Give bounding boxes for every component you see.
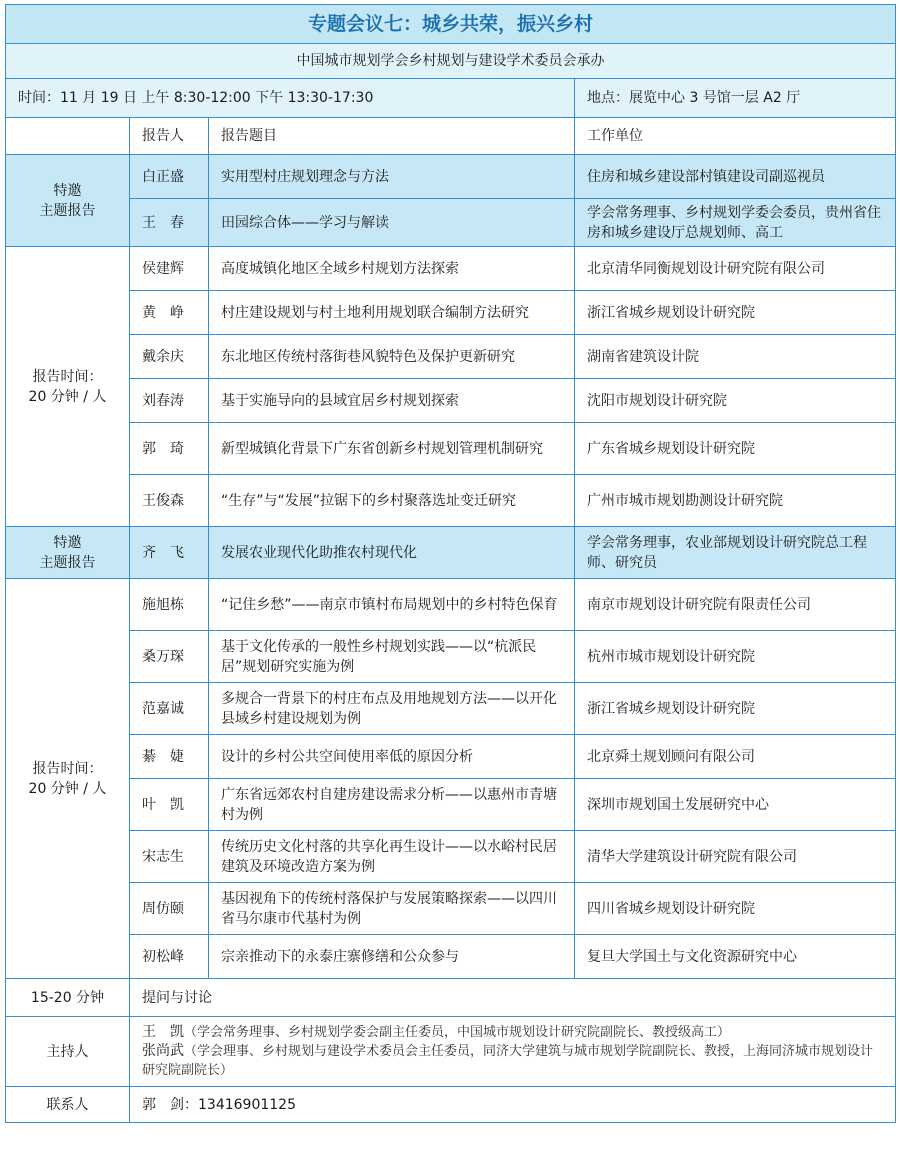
speaker-affiliation: 广州市城市规划勘测设计研究院 [575, 475, 896, 527]
section-category-line1: 特邀 [53, 534, 82, 551]
speaker-name: 施旭栋 [130, 579, 209, 631]
meeting-schedule [5, 4, 895, 1123]
speaker-name: 宋志生 [130, 831, 209, 883]
report-topic: 东北地区传统村落街巷风貌特色及保护更新研究 [209, 335, 575, 379]
section-category [6, 579, 130, 979]
speaker-affiliation: 深圳市规划国土发展研究中心 [575, 779, 896, 831]
report-topic: 设计的乡村公共空间使用率低的原因分析 [209, 735, 575, 779]
speaker-name: 桑万琛 [130, 631, 209, 683]
schedule-row [6, 779, 896, 831]
host-name: 王 凯 [142, 1024, 184, 1040]
hosts-row [6, 1017, 896, 1087]
speaker-affiliation: 湖南省建筑设计院 [575, 335, 896, 379]
speaker-name: 刘春涛 [130, 379, 209, 423]
header-affiliation: 工作单位 [575, 118, 896, 155]
section-category-line1: 特邀 [53, 182, 82, 199]
schedule-row [6, 247, 896, 291]
host-name: 张尚武 [142, 1043, 184, 1059]
hosts-label: 主持人 [6, 1017, 130, 1087]
section-category-line1: 报告时间： [32, 368, 103, 385]
discussion-label: 提问与讨论 [130, 979, 896, 1017]
speaker-affiliation: 清华大学建筑设计研究院有限公司 [575, 831, 896, 883]
speaker-affiliation: 学会常务理事，农业部规划设计研究院总工程师、研究员 [575, 527, 896, 579]
schedule-row [6, 155, 896, 199]
speaker-affiliation: 住房和城乡建设部村镇建设司副巡视员 [575, 155, 896, 199]
section-category-line1: 报告时间： [32, 760, 103, 777]
contact-label: 联系人 [6, 1087, 130, 1123]
section-category-line2: 主题报告 [39, 554, 96, 571]
schedule-row [6, 291, 896, 335]
speaker-affiliation: 北京清华同衡规划设计研究院有限公司 [575, 247, 896, 291]
section-category-line2: 主题报告 [39, 202, 96, 219]
speaker-affiliation: 杭州市城市规划设计研究院 [575, 631, 896, 683]
schedule-table [5, 4, 896, 1123]
header-speaker: 报告人 [130, 118, 209, 155]
speaker-name: 郭 琦 [130, 423, 209, 475]
speaker-affiliation: 南京市规划设计研究院有限责任公司 [575, 579, 896, 631]
speaker-name: 范嘉诚 [130, 683, 209, 735]
report-topic: 宗亲推动下的永泰庄寨修缮和公众参与 [209, 935, 575, 979]
report-topic: 高度城镇化地区全域乡村规划方法探索 [209, 247, 575, 291]
speaker-affiliation: 浙江省城乡规划设计研究院 [575, 291, 896, 335]
speaker-affiliation: 北京舜土规划顾问有限公司 [575, 735, 896, 779]
schedule-row [6, 631, 896, 683]
organizer-line: 中国城市规划学会乡村规划与建设学术委员会承办 [6, 44, 896, 79]
section-category [6, 155, 130, 247]
schedule-row [6, 831, 896, 883]
page-title: 专题会议七：城乡共荣，振兴乡村 [6, 5, 896, 44]
host-note: （学会理事、乡村规划与建设学术委员会主任委员，同济大学建筑与城市规划学院副院长、教授，上海同济城市规划设计研究院副院长） [142, 1044, 874, 1078]
report-topic: 多规合一背景下的村庄布点及用地规划方法——以开化县域乡村建设规划为例 [209, 683, 575, 735]
speaker-name: 綦 婕 [130, 735, 209, 779]
header-category [6, 118, 130, 155]
speaker-affiliation: 广东省城乡规划设计研究院 [575, 423, 896, 475]
speaker-name: 戴余庆 [130, 335, 209, 379]
contact-value: 郭 剑：13416901125 [130, 1087, 896, 1123]
speaker-affiliation: 浙江省城乡规划设计研究院 [575, 683, 896, 735]
location-line: 地点：展览中心 3 号馆一层 A2 厅 [575, 79, 896, 118]
section-category [6, 527, 130, 579]
speaker-name: 齐 飞 [130, 527, 209, 579]
schedule-row [6, 527, 896, 579]
schedule-row [6, 199, 896, 247]
report-topic: 广东省远郊农村自建房建设需求分析——以惠州市青塘村为例 [209, 779, 575, 831]
schedule-row [6, 335, 896, 379]
report-topic: 新型城镇化背景下广东省创新乡村规划管理机制研究 [209, 423, 575, 475]
schedule-row [6, 475, 896, 527]
report-topic: 基因视角下的传统村落保护与发展策略探索——以四川省马尔康市代基村为例 [209, 883, 575, 935]
report-topic: 基于实施导向的县域宜居乡村规划探索 [209, 379, 575, 423]
speaker-name: 白正盛 [130, 155, 209, 199]
speaker-name: 王 春 [130, 199, 209, 247]
speaker-affiliation: 四川省城乡规划设计研究院 [575, 883, 896, 935]
speaker-affiliation: 复旦大学国土与文化资源研究中心 [575, 935, 896, 979]
speaker-name: 黄 峥 [130, 291, 209, 335]
host-note: （学会常务理事、乡村规划学委会副主任委员，中国城市规划设计研究院副院长、教授级高工） [184, 1025, 731, 1040]
speaker-name: 周仿颐 [130, 883, 209, 935]
discussion-row [6, 979, 896, 1017]
report-topic: 基于文化传承的一般性乡村规划实践——以“杭派民居”规划研究实施为例 [209, 631, 575, 683]
discussion-time: 15-20 分钟 [6, 979, 130, 1017]
schedule-row [6, 379, 896, 423]
schedule-row [6, 735, 896, 779]
speaker-affiliation: 学会常务理事、乡村规划学委会委员，贵州省住房和城乡建设厅总规划师、高工 [575, 199, 896, 247]
schedule-row [6, 579, 896, 631]
speaker-name: 初松峰 [130, 935, 209, 979]
schedule-row [6, 883, 896, 935]
report-topic: 田园综合体——学习与解读 [209, 199, 575, 247]
report-topic: 村庄建设规划与村土地利用规划联合编制方法研究 [209, 291, 575, 335]
report-topic: “记住乡愁”——南京市镇村布局规划中的乡村特色保育 [209, 579, 575, 631]
speaker-name: 王俊森 [130, 475, 209, 527]
contact-row [6, 1087, 896, 1123]
header-topic: 报告题目 [209, 118, 575, 155]
report-topic: “生存”与“发展”拉锯下的乡村聚落选址变迁研究 [209, 475, 575, 527]
report-topic: 发展农业现代化助推农村现代化 [209, 527, 575, 579]
speaker-name: 侯建辉 [130, 247, 209, 291]
report-topic: 实用型村庄规划理念与方法 [209, 155, 575, 199]
speaker-name: 叶 凯 [130, 779, 209, 831]
section-category [6, 247, 130, 527]
schedule-row [6, 423, 896, 475]
hosts-list [130, 1017, 896, 1087]
report-topic: 传统历史文化村落的共享化再生设计——以水峪村民居建筑及环境改造方案为例 [209, 831, 575, 883]
section-category-line2: 20 分钟 / 人 [28, 780, 107, 797]
schedule-row [6, 935, 896, 979]
speaker-affiliation: 沈阳市规划设计研究院 [575, 379, 896, 423]
time-line: 时间：11 月 19 日 上午 8:30-12:00 下午 13:30-17:30 [6, 79, 575, 118]
section-category-line2: 20 分钟 / 人 [28, 388, 107, 405]
schedule-row [6, 683, 896, 735]
